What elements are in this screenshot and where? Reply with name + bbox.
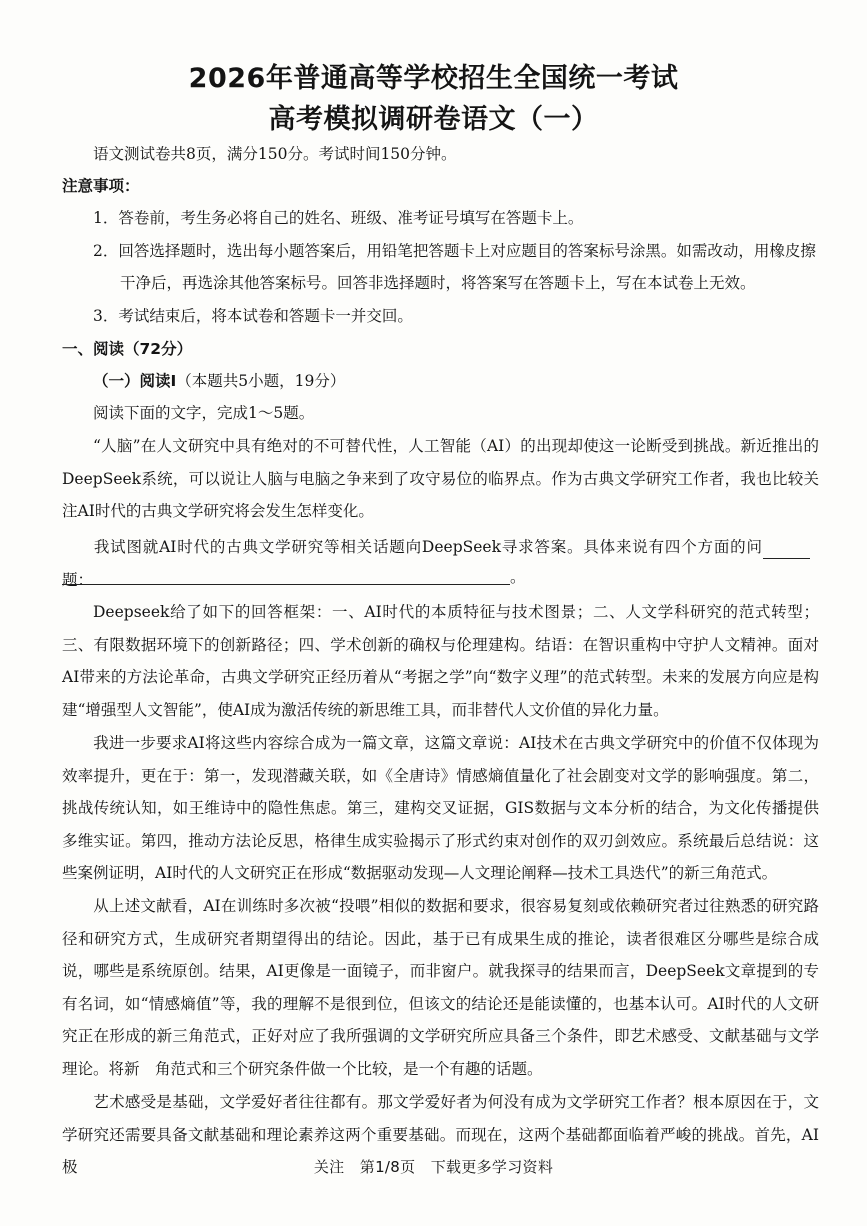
notice-item-1: 1．答卷前，考生务必将自己的姓名、班级、准考证号填写在答题卡上。 [93,209,584,227]
passage-paragraph-6: 艺术感受是基础，文学爱好者往往都有。那文学爱好者为何没有成为文学研究工作者？根本原因在于，文学研究还需要具备文献基础和理论素养这两个重要基础。而现在，这两个基础都面临着严峻的挑战。首先，AI极 [62,1093,819,1177]
notice-item-2-line-1: 2．回答选择题时，选出每小题答案后，用铅笔把答题卡上对应题目的答案标号涂黑。如需改动，用橡皮擦 [93,242,816,260]
answer-blank-short[interactable] [763,558,810,559]
notice-item-3: 3．考试结束后，将本试卷和答题卡一并交回。 [93,307,413,325]
subsection-title: （一）阅读Ⅰ [93,372,177,390]
reading-instruction: 阅读下面的文字，完成1～5题。 [93,404,315,422]
exam-subtitle: 高考模拟调研卷语文（一） [268,104,599,135]
exam-intro: 语文测试卷共8页，满分150分。考试时间150分钟。 [93,145,457,163]
exam-title: 2026年普通高等学校招生全国统一考试 [188,63,679,94]
passage-paragraph-3: Deepseek给了如下的回答框架：一、AI时代的本质特征与技术图景；二、人文学科研究的范式转型；三、有限数据环境下的创新路径；四、学术创新的确权与伦理建构。结语：在智识重构中守护人文精神。面对AI带来的方法论革命，古典文学研究正经历着从“考据之学”向“数字义理”的范式转型。未来的发展方向应是构建“增强型人文智能”，使AI成为激活传统的新思维工具，而非替代人文价值的异化力量。 [62,603,819,719]
answer-blank-long[interactable] [62,584,510,585]
passage-paragraph-2: 我试图就AI时代的古典文学研究等相关话题向DeepSeek寻求答案。具体来说有四个方面的问题： [62,538,762,589]
answer-blank-end: 。 [510,568,526,586]
page-footer: 关注 第1/8页 下载更多学习资料 [313,1158,554,1176]
passage-paragraph-4: 我进一步要求AI将这些内容综合成为一篇文章，这篇文章说：AI技术在古典文学研究中的价值不仅体现为效率提升，更在于：第一，发现潜藏关联，如《全唐诗》情感熵值量化了社会剧变对文学的影响强度。第二，挑战传统认知，如王维诗中的隐性焦虑。第三，建构交叉证据，GIS数据与文本分析的结合，为文化传播提供多维实证。第四，推动方法论反思，格律生成实验揭示了形式约束对创作的双刃剑效应。系统最后总结说：这些案例证明，AI时代的人文研究正在形成“数据驱动发现—人文理论阐释—技术工具迭代”的新三角范式。 [62,734,819,883]
passage-paragraph-1: “人脑”在人文研究中具有绝对的不可替代性，人工智能（AI）的出现却使这一论断受到挑战。新近推出的DeepSeek系统，可以说让人脑与电脑之争来到了攻守易位的临界点。作为古典文学研究工作者，我也比较关注AI时代的古典文学研究将会发生怎样变化。 [62,437,819,521]
notice-item-2-line-2: 干净后，再选涂其他答案标号。回答非选择题时，将答案写在答题卡上，写在本试卷上无效。 [120,274,756,292]
subsection-heading [93,370,345,392]
section-heading: 一、阅读（72分） [62,340,193,358]
subsection-detail: （本题共5小题，19分） [176,372,346,390]
passage-paragraph-5: 从上述文献看，AI在训练时多次被“投喂”相似的数据和要求，很容易复刻或依赖研究者过往熟悉的研究路径和研究方式，生成研究者期望得出的结论。因此，基于已有成果生成的推论，读者很难区分哪些是综合成说，哪些是系统原创。结果，AI更像是一面镜子，而非窗户。就我探寻的结果而言，DeepSeek文章提到的专有名词，如“情感熵值”等，我的理解不是很到位，但该文的结论还是能读懂的，也基本认可。AI时代的人文研究正在形成的新三角范式，正好对应了我所强调的文学研究所应具备三个条件，即艺术感受、文献基础与文学理论。将新 角范式和三个研究条件做一个比较，是一个有趣的话题。 [62,897,819,1078]
notice-heading: 注意事项： [62,177,140,195]
